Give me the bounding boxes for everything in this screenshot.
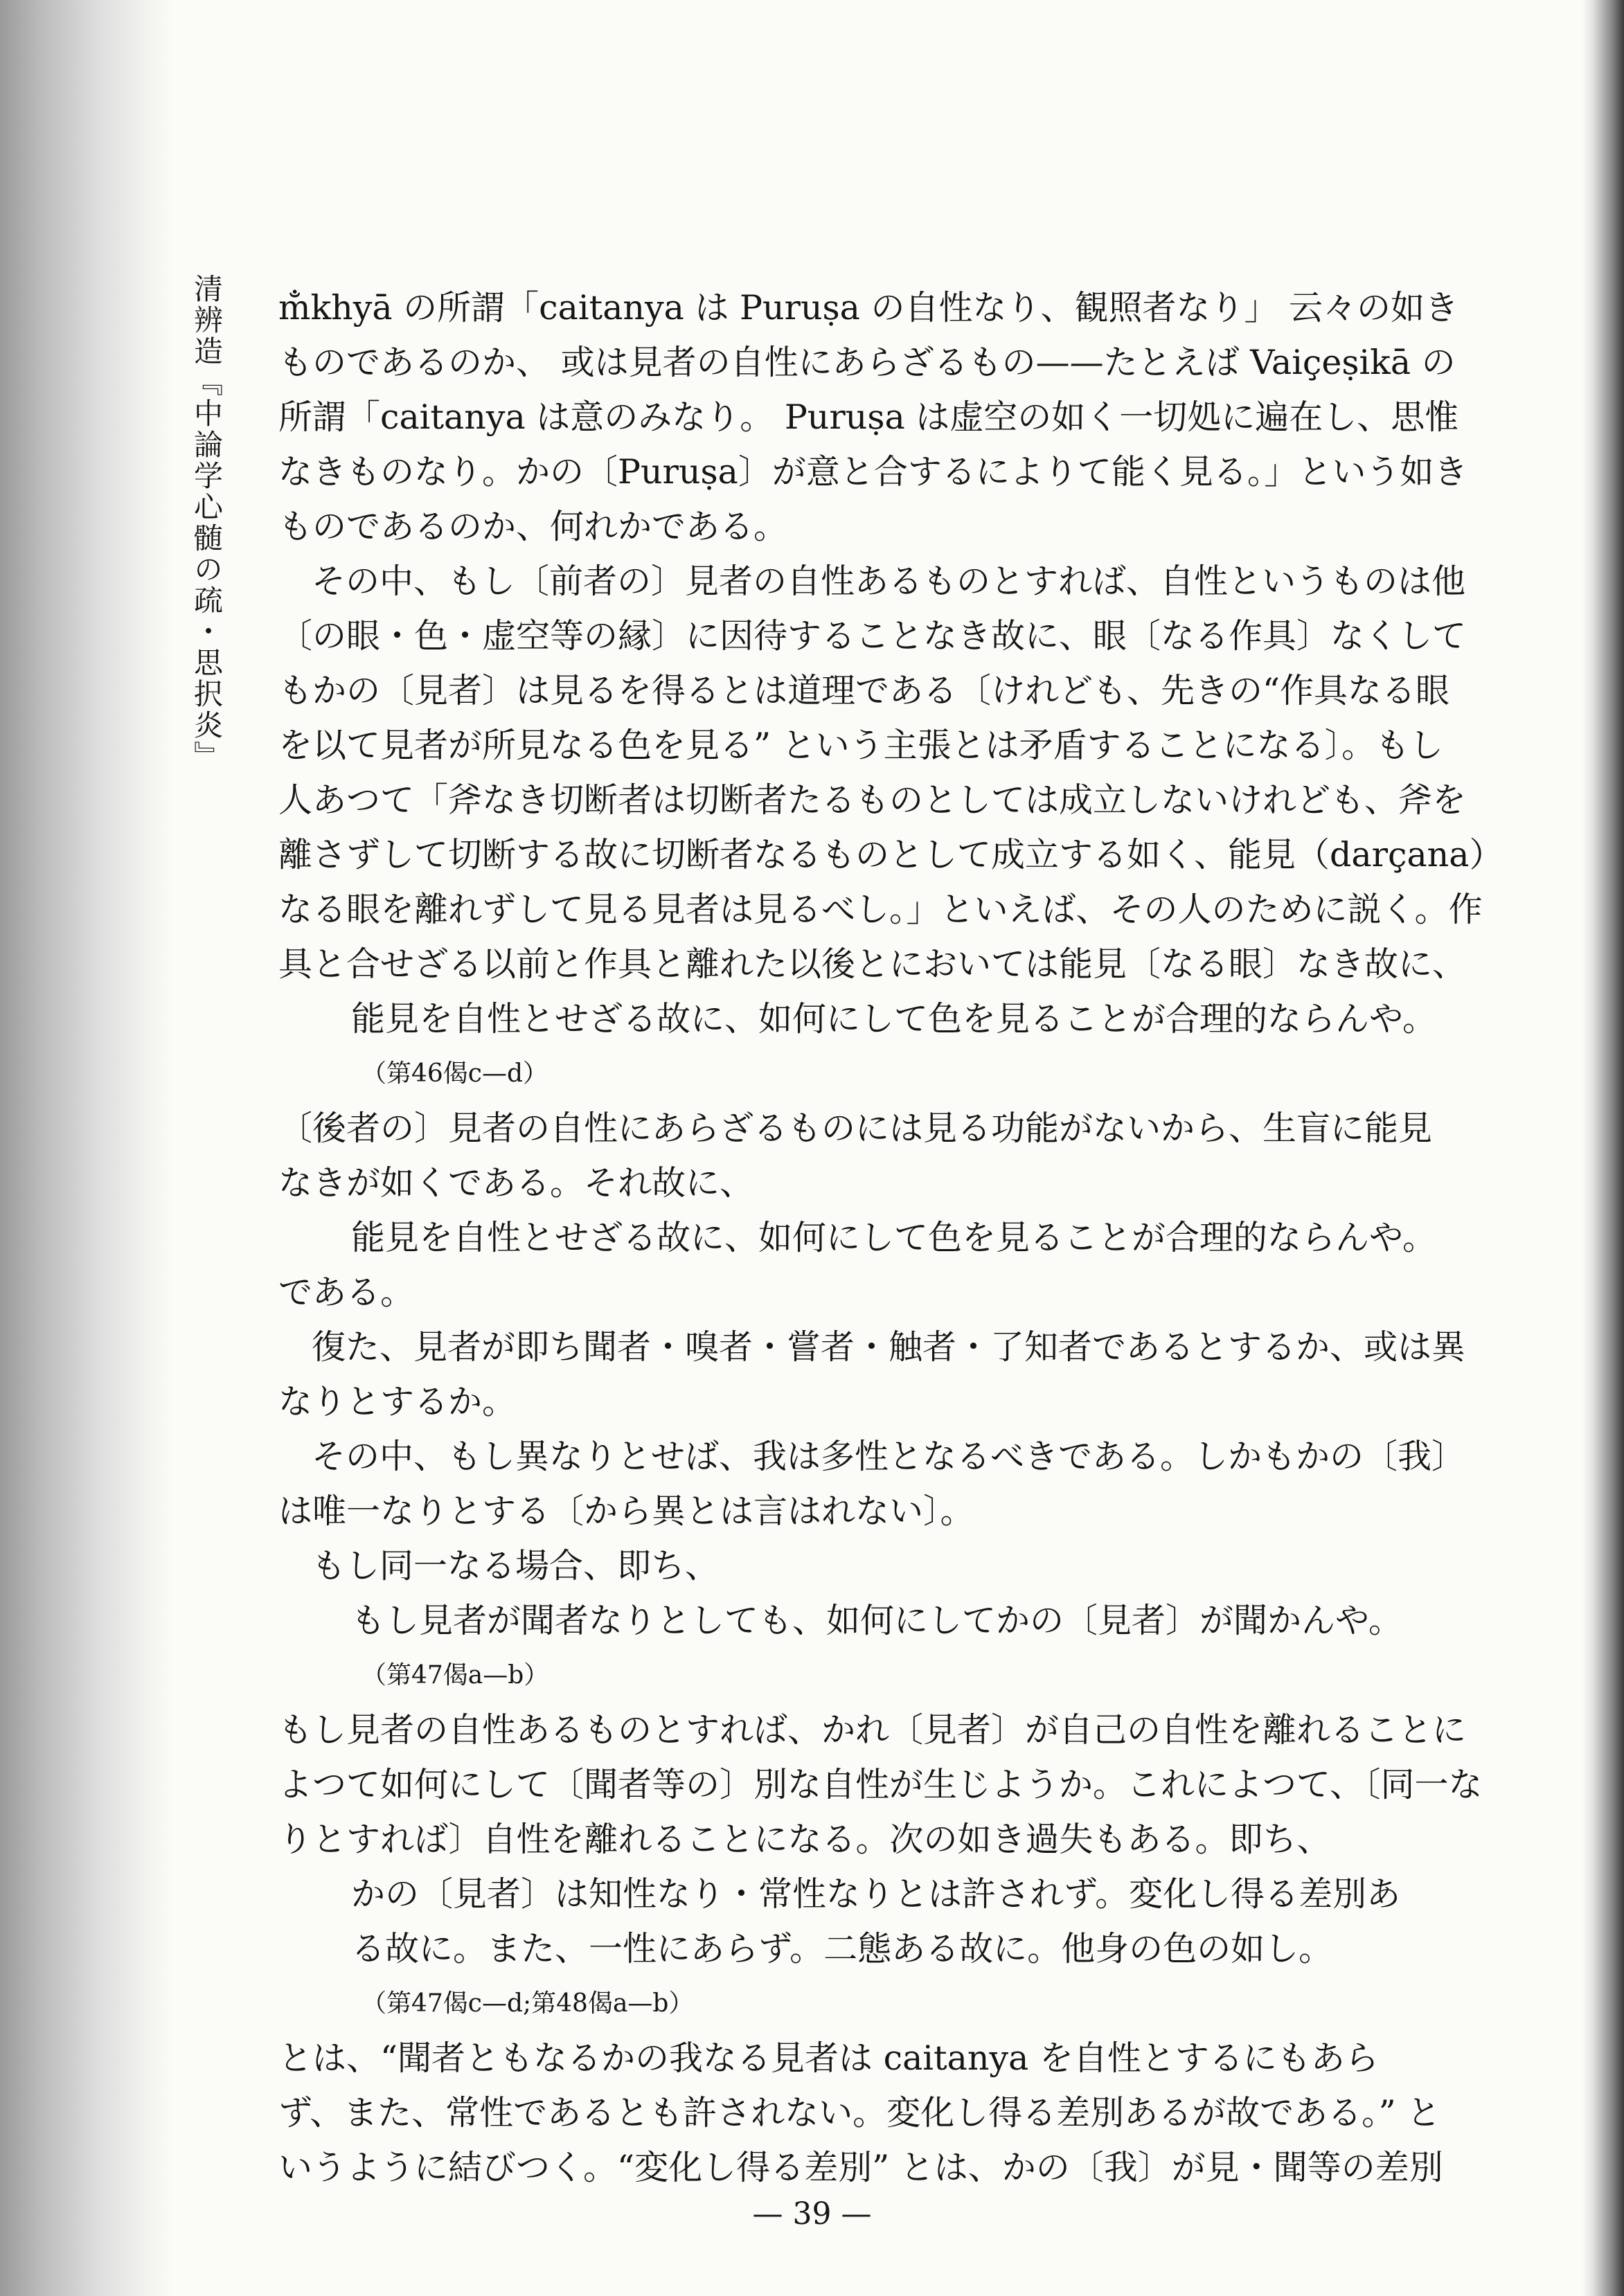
scan-shadow-left bbox=[0, 0, 173, 2296]
text-line: を以て見者が所見なる色を見る” という主張とは矛盾することになる〕。もし bbox=[278, 726, 1444, 765]
scan-shadow-right bbox=[1582, 0, 1624, 2296]
text-line: なる眼を離れずして見る見者は見るべし。」といえば、その人のために説く。作 bbox=[278, 890, 1483, 929]
page-number: — 39 — bbox=[752, 2196, 872, 2232]
running-header: 清辨造『中論学心髄の疏・思択炎』 bbox=[190, 273, 224, 772]
verse-line: 能見を自性とせざる故に、如何にして色を見ることが合理的ならんや。 bbox=[351, 999, 1437, 1039]
text-line: ものであるのか、何れかである。 bbox=[278, 507, 788, 546]
text-line: いうように結びつく。“変化し得る差別” とは、かの〔我〕が見・聞等の差別 bbox=[278, 2148, 1443, 2187]
text-line: 人あつて「斧なき切断者は切断者たるものとしては成立しないけれども、斧を bbox=[278, 780, 1467, 820]
text-line: 復た、見者が即ち聞者・嗅者・嘗者・触者・了知者であるとするか、或は異 bbox=[312, 1327, 1466, 1367]
verse-line: る故に。また、一性にあらず。二態ある故に。他身の色の如し。 bbox=[351, 1929, 1333, 1968]
text-line: ず、また、常性であるとも許されない。変化し得る差別あるが故である。” と bbox=[278, 2093, 1441, 2133]
verse-citation: （第47偈a—b） bbox=[362, 1661, 549, 1689]
text-line: m̐khyā の所謂「caitanya は Puruṣa の自性なり、観照者なり」 云々の如き bbox=[278, 288, 1459, 328]
body-text bbox=[278, 280, 1525, 2195]
text-line: もかの〔見者〕は見るを得るとは道理である〔けれども、先きの“作具なる眼 bbox=[278, 671, 1450, 710]
text-line: その中、もし〔前者の〕見者の自性あるものとすれば、自性というものは他 bbox=[312, 562, 1466, 601]
verse-citation: （第47偈c—d;第48偈a—b） bbox=[362, 1989, 694, 2018]
text-line: なきが如くである。それ故に、 bbox=[278, 1163, 754, 1203]
text-line: ものであるのか、 或は見者の自性にあらざるもの——たとえば Vaiçeṣikā の bbox=[278, 343, 1456, 382]
text-line: りとすれば〕自性を離れることになる。次の如き過失もある。即ち、 bbox=[278, 1820, 1331, 1859]
verse-line: かの〔見者〕は知性なり・常性なりとは許されず。変化し得る差別あ bbox=[351, 1874, 1401, 1914]
text-line: 離さずして切断する故に切断者なるものとして成立する如く、能見（darçana） bbox=[278, 835, 1503, 875]
text-line: は唯一なりとする〔から異とは言はれない〕。 bbox=[278, 1491, 974, 1531]
text-line: なきものなり。かの〔Puruṣa〕が意と合するによりて能く見る。」という如き bbox=[278, 452, 1468, 492]
text-line: もし同一なる場合、即ち、 bbox=[312, 1546, 720, 1586]
verse-line: もし見者が聞者なりとしても、如何にしてかの〔見者〕が聞かんや。 bbox=[351, 1601, 1403, 1640]
text-line: なりとするか。 bbox=[278, 1382, 517, 1421]
text-line: もし見者の自性あるものとすれば、かれ〔見者〕が自己の自性を離れることに bbox=[278, 1710, 1467, 1750]
text-line: 〔後者の〕見者の自性にあらざるものには見る功能がないから、生盲に能見 bbox=[278, 1109, 1433, 1148]
text-line: よつて如何にして〔聞者等の〕別な自性が生じようか。これによつて、〔同一な bbox=[278, 1765, 1483, 1804]
text-line: 所謂「caitanya は意のみなり。 Puruṣa は虚空の如く一切処に遍在し、思惟 bbox=[278, 397, 1459, 437]
text-line: である。 bbox=[278, 1273, 415, 1312]
text-line: その中、もし異なりとせば、我は多性となるべきである。しかもかの〔我〕 bbox=[312, 1437, 1466, 1476]
text-line: 具と合せざる以前と作具と離れた以後とにおいては能見〔なる眼〕なき故に、 bbox=[278, 944, 1467, 984]
text-line: 〔の眼・色・虚空等の縁〕に因待することなき故に、眼〔なる作具〕なくして bbox=[278, 616, 1467, 656]
verse-citation: （第46偈c—d） bbox=[362, 1059, 548, 1088]
text-line: とは、“聞者ともなるかの我なる見者は caitanya を自性とするにもあら bbox=[278, 2038, 1379, 2078]
verse-line: 能見を自性とせざる故に、如何にして色を見ることが合理的ならんや。 bbox=[351, 1218, 1437, 1257]
